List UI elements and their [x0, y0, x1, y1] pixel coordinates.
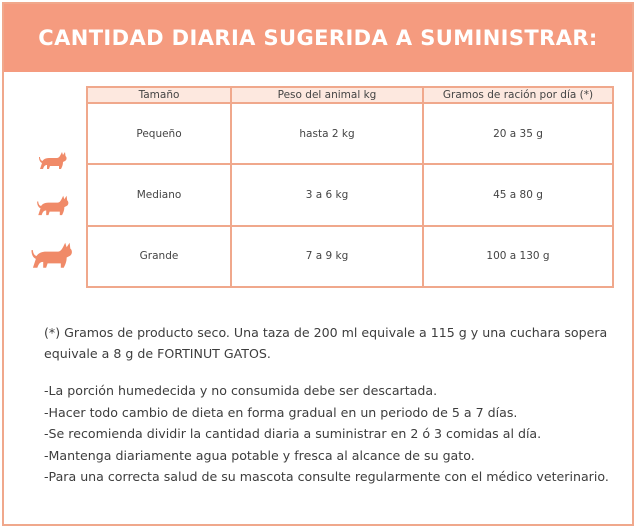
table-row	[87, 164, 613, 225]
recommendations-list	[44, 380, 630, 488]
list-item: -Hacer todo cambio de dieta en forma gradual en un periodo de 5 a 7 días.	[44, 404, 518, 420]
list-item: -La porción humedecida y no consumida debe ser descartada.	[44, 383, 438, 398]
column-header-grams: Gramos de ración por día (*)	[423, 87, 613, 103]
weight-cell: 3 a 6 kg	[231, 164, 423, 225]
header-banner	[4, 4, 632, 72]
cat-icon	[30, 240, 74, 272]
size-cell: Grande	[87, 226, 231, 287]
table-row	[87, 226, 613, 287]
footnote: (*) Gramos de producto seco. Una taza de 200 ml equivale a 115 g y una cuchara sopera equivale a 8 g de FORTINUT GATOS.	[44, 325, 608, 361]
table-header-row	[87, 87, 613, 103]
list-item: -Para una correcta salud de su mascota consulte regularmente con el médico veterinario.	[44, 469, 609, 484]
cat-icon	[38, 150, 68, 172]
weight-cell: hasta 2 kg	[231, 103, 423, 164]
feeding-guide-card	[2, 2, 634, 526]
size-cell: Mediano	[87, 164, 231, 225]
grams-cell: 45 a 80 g	[423, 164, 613, 225]
list-item: -Mantenga diariamente agua potable y fresca al alcance de su gato.	[44, 447, 475, 463]
cat-icon	[36, 194, 70, 218]
grams-cell: 20 a 35 g	[423, 103, 613, 164]
size-cell: Pequeño	[87, 103, 231, 164]
column-header-weight: Peso del animal kg	[231, 87, 423, 103]
table-row	[87, 103, 613, 164]
list-item: -Se recomienda dividir la cantidad diaria a suministrar en 2 ó 3 comidas al día.	[44, 426, 542, 441]
notes-section	[44, 322, 630, 488]
grams-cell: 100 a 130 g	[423, 226, 613, 287]
feeding-table	[86, 86, 614, 288]
weight-cell: 7 a 9 kg	[231, 226, 423, 287]
page-title: CANTIDAD DIARIA SUGERIDA A SUMINISTRAR:	[38, 26, 598, 50]
column-header-size: Tamaño	[87, 87, 231, 103]
